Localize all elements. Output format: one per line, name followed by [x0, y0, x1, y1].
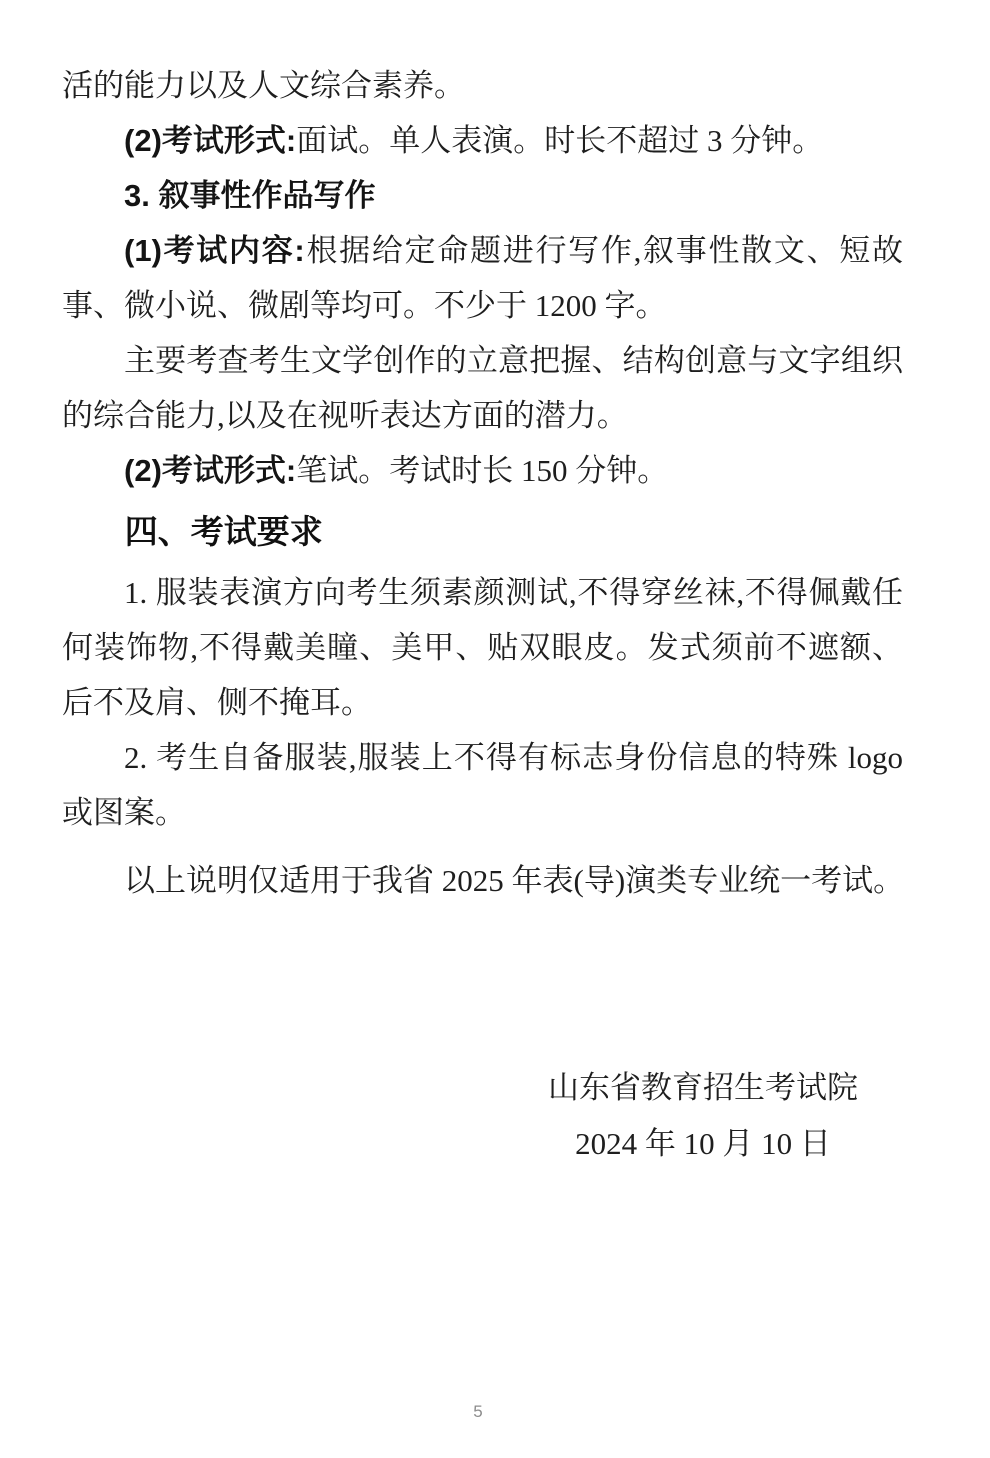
text-run: 笔试。考试时长 150 分钟。: [296, 453, 669, 488]
label-exam-content: (1)考试内容:: [124, 233, 305, 268]
subheading-text: 3. 叙事性作品写作: [124, 178, 376, 213]
subheading-narrative-writing: [62, 168, 903, 223]
text-run: 2. 考生自备服装,服装上不得有标志身份信息的特殊 logo 或图案。: [62, 740, 903, 830]
signature-block: [503, 1060, 903, 1172]
paragraph-continuation: [62, 58, 903, 113]
signature-date: 2024 年 10 月 10 日: [575, 1126, 831, 1161]
text-run: 以上说明仅适用于我省 2025 年表(导)演类专业统一考试。: [124, 863, 905, 898]
text-run: 1. 服装表演方向考生须素颜测试,不得穿丝袜,不得佩戴任何装饰物,不得戴美瞳、美甲、贴双眼皮。发式须前不遮额、后不及肩、侧不掩耳。: [62, 575, 903, 720]
text-run: 面试。单人表演。时长不超过 3 分钟。: [296, 123, 824, 158]
paragraph-requirement-1: [62, 565, 903, 730]
paragraph-requirement-2: [62, 730, 903, 840]
label-exam-format: (2)考试形式:: [124, 123, 297, 158]
text-run: 根据给定命题进行写作,叙事性散文、短故事、微小说、微剧等均可。不少于 1200 字。: [62, 233, 903, 323]
paragraph-applicability-note: [62, 853, 903, 908]
document-body: [62, 58, 903, 1172]
paragraph-exam-format-interview: [62, 113, 903, 168]
signature-org: 山东省教育招生考试院: [548, 1070, 858, 1105]
page-number: 5: [473, 1402, 483, 1421]
paragraph-exam-format-written: [62, 443, 903, 498]
paragraph-exam-content: [62, 223, 903, 333]
text-run: 活的能力以及人文综合素养。: [62, 68, 465, 103]
text-run: 主要考查考生文学创作的立意把握、结构创意与文字组织的综合能力,以及在视听表达方面的潜力。: [62, 343, 903, 433]
section-heading-exam-requirements: 四、考试要求: [124, 513, 323, 550]
paragraph-assessment-goal: [62, 333, 903, 443]
label-exam-format: (2)考试形式:: [124, 453, 297, 488]
